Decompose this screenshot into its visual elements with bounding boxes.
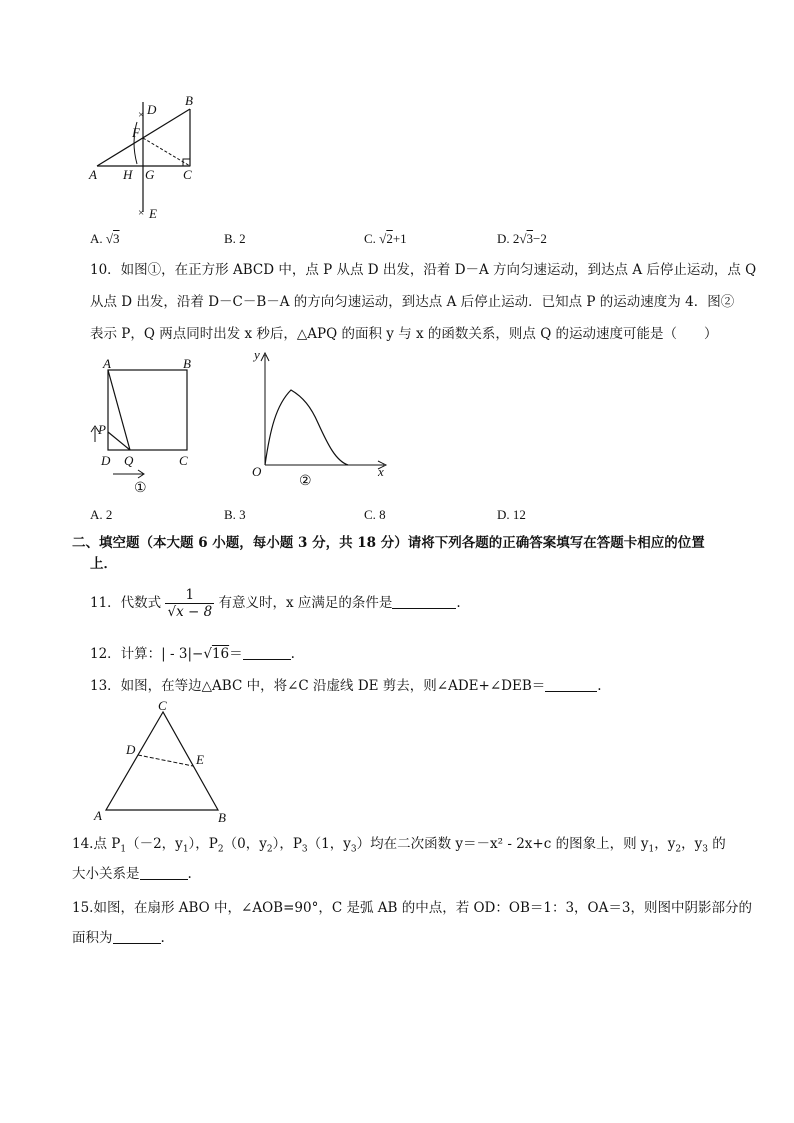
q11: 11．代数式 $\frac{1}{√x - 8}$ 有意义时，x 应满足的条件是 . bbox=[90, 587, 461, 620]
q9-option-c: C. √2+1 bbox=[364, 231, 407, 246]
q13-figure bbox=[88, 700, 238, 825]
q9-label-c: C bbox=[183, 167, 192, 182]
q10-figure-1 bbox=[85, 354, 205, 494]
q10-option-c: C. 8 bbox=[364, 507, 386, 522]
q14-answer-blank[interactable] bbox=[140, 865, 188, 880]
q10-f1-label-c: C bbox=[179, 453, 188, 468]
q15-line-1: 15.如图，在扇形 ABO 中，∠AOB=90°，C 是弧 AB 的中点，若 OD：OB＝1：3，OA＝3，则图中阴影部分的 bbox=[72, 900, 752, 916]
q9-option-d: D. 2√3−2 bbox=[497, 231, 547, 246]
q10-option-a: A. 2 bbox=[90, 507, 113, 522]
q10-f2-label-y: y bbox=[254, 347, 260, 362]
q10-f1-label-q: Q bbox=[124, 453, 134, 468]
q14-line-1: 14.点 $P_1(-2$，$y_1$），$P_2(0$，$y_2$），$P_3(1$，$y_3$）均在二次函数 y＝－x² - 2x+c 的图象上，则 $y_1$，$y_2$，$y_3$ 的 bbox=[72, 836, 726, 855]
q9-label-g: G bbox=[145, 167, 155, 182]
q10-line-3: 表示 P，Q 两点同时出发 x 秒后，△APQ 的面积 y 与 x 的函数关系，则点 Q 的运动速度可能是（ ） bbox=[90, 326, 718, 342]
q13: 13．如图，在等边△ABC 中，将∠C 沿虚线 DE 剪去，则∠ADE+∠DEB＝ . bbox=[90, 678, 602, 694]
q10-figure-2 bbox=[248, 345, 393, 495]
q9-label-b: B bbox=[185, 93, 193, 108]
section-2-heading-line-2: 上． bbox=[90, 556, 117, 572]
q10-f1-label-p: P bbox=[98, 422, 106, 437]
q9-label-d: D bbox=[147, 102, 157, 117]
q13-label-a: A bbox=[94, 808, 102, 823]
q9-cross-e: × bbox=[138, 207, 145, 219]
q9-label-f: F bbox=[132, 125, 140, 140]
q9-label-h: H bbox=[123, 167, 133, 182]
q9-figure bbox=[85, 92, 215, 222]
q10-square bbox=[108, 370, 187, 450]
q10-line-pq bbox=[108, 432, 130, 450]
q13-label-e: E bbox=[196, 752, 204, 767]
q11-fraction: $\frac{1}{√x - 8}$ bbox=[167, 587, 213, 620]
q10-f1-caption: ① bbox=[134, 481, 147, 494]
q10-f2-label-o: O bbox=[252, 464, 262, 479]
q10-option-b: B. 3 bbox=[224, 507, 246, 522]
q9-option-a-value: √3 bbox=[105, 231, 120, 246]
q10-line-2: 从点 D 出发，沿着 D－C－B－A 的方向匀速运动，到达点 A 后停止运动．已知点 P 的运动速度为 4．图② bbox=[90, 294, 735, 310]
q12: 12．计算：| - 3|−√16＝ . bbox=[90, 646, 295, 662]
q10-option-d: D. 12 bbox=[497, 507, 526, 522]
q10-f2-caption: ② bbox=[299, 474, 312, 489]
q13-label-d: D bbox=[126, 742, 136, 757]
q13-dashed-de bbox=[138, 755, 193, 766]
q10-line-1: 10．如图①，在正方形 ABCD 中，点 P 从点 D 出发，沿着 D－A 方向匀速运动，到达点 A 后停止运动，点 Q bbox=[90, 262, 757, 278]
q12-answer-blank[interactable] bbox=[243, 645, 291, 660]
q13-label-c: C bbox=[158, 700, 167, 713]
q10-curve bbox=[265, 390, 348, 465]
q9-cross-d: × bbox=[138, 109, 145, 121]
q13-label-b: B bbox=[218, 810, 226, 825]
q10-f1-label-a: A bbox=[103, 356, 111, 371]
q13-answer-blank[interactable] bbox=[545, 677, 597, 692]
q14-line-2: 大小关系是 . bbox=[72, 866, 192, 882]
q11-answer-blank[interactable] bbox=[392, 594, 456, 609]
q9-option-b: B. 2 bbox=[224, 231, 246, 246]
q15-answer-blank[interactable] bbox=[113, 929, 161, 944]
section-2-heading-line-1: 二、填空题（本大题 6 小题，每小题 3 分，共 18 分）请将下列各题的正确答案填写在答题卡相应的位置 bbox=[72, 535, 705, 551]
q10-line-aq bbox=[108, 370, 130, 450]
q10-f1-label-b: B bbox=[183, 356, 191, 371]
q10-f2-label-x: x bbox=[378, 464, 384, 479]
q10-f1-label-d: D bbox=[101, 453, 111, 468]
q9-option-a: A. √3 bbox=[90, 231, 120, 246]
q15-line-2: 面积为 . bbox=[72, 930, 165, 946]
q9-label-a: A bbox=[89, 167, 97, 182]
q9-label-e: E bbox=[149, 206, 157, 221]
